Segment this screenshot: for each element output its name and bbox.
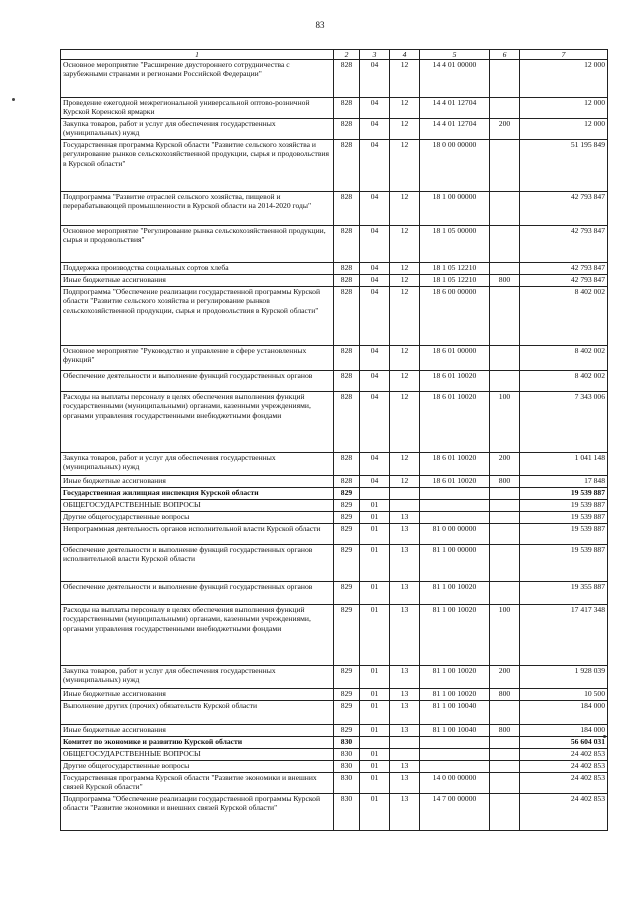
cell-ved: 828: [334, 453, 360, 476]
cell-target-article: 18 0 00 00000: [420, 140, 490, 192]
cell-expense-type: 200: [490, 666, 520, 689]
cell-expense-type: [490, 773, 520, 794]
cell-expense-type: [490, 737, 520, 749]
cell-target-article: [420, 737, 490, 749]
cell-target-article: 18 1 05 12210: [420, 263, 490, 275]
cell-subsection: 12: [390, 98, 420, 119]
cell-target-article: 81 1 00 10040: [420, 725, 490, 737]
cell-ved: 828: [334, 192, 360, 226]
cell-subsection: 13: [390, 689, 420, 701]
table-row: [61, 582, 608, 605]
cell-target-article: [420, 488, 490, 500]
cell-subsection: 12: [390, 119, 420, 140]
cell-expense-type: [490, 524, 520, 545]
cell-amount: 1 041 148: [520, 453, 608, 476]
cell-amount: 24 402 853: [520, 761, 608, 773]
cell-amount: 12 000: [520, 98, 608, 119]
cell-subsection: 12: [390, 392, 420, 453]
cell-expense-type: [490, 545, 520, 582]
cell-subsection: 13: [390, 512, 420, 524]
cell-amount: 8 402 002: [520, 371, 608, 392]
cell-name: ОБЩЕГОСУДАРСТВЕННЫЕ ВОПРОСЫ: [61, 500, 334, 512]
cell-section: 04: [360, 226, 390, 263]
cell-expense-type: [490, 140, 520, 192]
table-row: [61, 98, 608, 119]
cell-amount: 19 355 887: [520, 582, 608, 605]
cell-target-article: 14 0 00 00000: [420, 773, 490, 794]
cell-section: [360, 488, 390, 500]
cell-subsection: 13: [390, 545, 420, 582]
cell-amount: 42 793 847: [520, 226, 608, 263]
cell-subsection: 13: [390, 524, 420, 545]
cell-name: Подпрограмма "Обеспечение реализации государственной программы Курской области "Развитие сельского хозяйства и регулирование рынков сельскохозяйственной продукции, сырья и продовольствия в Курской области": [61, 287, 334, 346]
cell-name: Подпрограмма "Развитие отраслей сельского хозяйства, пищевой и перерабатывающей промышленности в Курской области на 2014-2020 годы": [61, 192, 334, 226]
cell-name: Другие общегосударственные вопросы: [61, 761, 334, 773]
cell-name: Выполнение других (прочих) обязательств Курской области: [61, 701, 334, 725]
cell-expense-type: [490, 500, 520, 512]
cell-subsection: 12: [390, 140, 420, 192]
cell-amount: 17 848: [520, 476, 608, 488]
cell-section: 04: [360, 453, 390, 476]
table-row: [61, 392, 608, 453]
cell-ved: 828: [334, 371, 360, 392]
cell-expense-type: [490, 287, 520, 346]
cell-section: 01: [360, 545, 390, 582]
cell-name: Обеспечение деятельности и выполнение функций государственных органов исполнительной власти Курской области: [61, 545, 334, 582]
cell-expense-type: 200: [490, 453, 520, 476]
table-row: [61, 524, 608, 545]
table-row: [61, 725, 608, 737]
cell-section: 01: [360, 689, 390, 701]
cell-amount: 17 417 348: [520, 605, 608, 666]
cell-ved: 829: [334, 545, 360, 582]
column-header: 6: [490, 50, 520, 60]
cell-subsection: 13: [390, 761, 420, 773]
cell-expense-type: [490, 60, 520, 98]
cell-subsection: [390, 737, 420, 749]
cell-name: Закупка товаров, работ и услуг для обеспечения государственных (муниципальных) нужд: [61, 119, 334, 140]
cell-name: Другие общегосударственные вопросы: [61, 512, 334, 524]
table-row: [61, 488, 608, 500]
table-row: [61, 346, 608, 371]
cell-subsection: 13: [390, 582, 420, 605]
page-number: 83: [315, 20, 325, 30]
cell-ved: 830: [334, 761, 360, 773]
cell-ved: 828: [334, 226, 360, 263]
cell-subsection: 12: [390, 346, 420, 371]
cell-subsection: 12: [390, 476, 420, 488]
cell-target-article: 18 1 05 12210: [420, 275, 490, 287]
table-row: [61, 773, 608, 794]
cell-target-article: [420, 500, 490, 512]
cell-subsection: [390, 500, 420, 512]
cell-amount: 19 539 887: [520, 488, 608, 500]
cell-name: Обеспечение деятельности и выполнение функций государственных органов: [61, 371, 334, 392]
cell-amount: 184 000: [520, 725, 608, 737]
cell-name: Поддержка производства социальных сортов хлеба: [61, 263, 334, 275]
cell-expense-type: [490, 749, 520, 761]
cell-ved: 828: [334, 263, 360, 275]
cell-subsection: 12: [390, 226, 420, 263]
cell-name: Закупка товаров, работ и услуг для обеспечения государственных (муниципальных) нужд: [61, 453, 334, 476]
cell-subsection: [390, 488, 420, 500]
cell-target-article: [420, 749, 490, 761]
cell-expense-type: [490, 794, 520, 831]
cell-section: 01: [360, 761, 390, 773]
cell-section: 01: [360, 500, 390, 512]
table-row: [61, 605, 608, 666]
cell-name: Расходы на выплаты персоналу в целях обеспечения выполнения функций государственными (муниципальными) органами, казенными учреждениями, органами управления государственными внебюджетными фондами: [61, 392, 334, 453]
cell-section: 01: [360, 725, 390, 737]
cell-name: Подпрограмма "Обеспечение реализации государственной программы Курской области "Развитие экономики и внешних связей Курской области": [61, 794, 334, 831]
cell-amount: 42 793 847: [520, 192, 608, 226]
cell-ved: 829: [334, 500, 360, 512]
cell-ved: 828: [334, 98, 360, 119]
table-row: [61, 737, 608, 749]
cell-ved: 828: [334, 346, 360, 371]
table-row: [61, 500, 608, 512]
cell-expense-type: 800: [490, 476, 520, 488]
table-row: [61, 512, 608, 524]
cell-target-article: 14 4 01 12704: [420, 119, 490, 140]
column-header: 7: [520, 50, 608, 60]
cell-name: Государственная программа Курской области "Развитие сельского хозяйства и регулирование рынков сельскохозяйственной продукции, сырья и продовольствия в Курской области": [61, 140, 334, 192]
cell-amount: 8 402 002: [520, 346, 608, 371]
cell-amount: 12 000: [520, 119, 608, 140]
cell-target-article: 18 1 00 00000: [420, 192, 490, 226]
cell-expense-type: 800: [490, 689, 520, 701]
cell-ved: 829: [334, 605, 360, 666]
cell-name: ОБЩЕГОСУДАРСТВЕННЫЕ ВОПРОСЫ: [61, 749, 334, 761]
cell-target-article: [420, 761, 490, 773]
cell-name: Иные бюджетные ассигнования: [61, 725, 334, 737]
cell-target-article: 18 6 01 00000: [420, 346, 490, 371]
cell-ved: 829: [334, 512, 360, 524]
cell-subsection: 12: [390, 60, 420, 98]
cell-target-article: 81 1 00 10020: [420, 605, 490, 666]
cell-name: Иные бюджетные ассигнования: [61, 476, 334, 488]
cell-subsection: 12: [390, 263, 420, 275]
cell-subsection: 12: [390, 287, 420, 346]
cell-name: Непрограммная деятельность органов исполнительной власти Курской области: [61, 524, 334, 545]
cell-ved: 830: [334, 794, 360, 831]
cell-target-article: 18 6 00 00000: [420, 287, 490, 346]
cell-section: 04: [360, 140, 390, 192]
cell-target-article: 18 6 01 10020: [420, 453, 490, 476]
cell-amount: 1 928 039: [520, 666, 608, 689]
table-row: [61, 689, 608, 701]
table-row: [61, 263, 608, 275]
table-row: [61, 761, 608, 773]
cell-subsection: 12: [390, 192, 420, 226]
cell-target-article: 81 1 00 10020: [420, 689, 490, 701]
cell-ved: 828: [334, 119, 360, 140]
table-row: [61, 545, 608, 582]
table-row: [61, 666, 608, 689]
table-row: [61, 275, 608, 287]
column-header: 4: [390, 50, 420, 60]
cell-ved: 829: [334, 488, 360, 500]
cell-expense-type: [490, 512, 520, 524]
cell-expense-type: [490, 701, 520, 725]
cell-name: Комитет по экономике и развитию Курской области: [61, 737, 334, 749]
cell-expense-type: [490, 582, 520, 605]
cell-expense-type: [490, 192, 520, 226]
cell-amount: 24 402 853: [520, 749, 608, 761]
cell-section: 01: [360, 794, 390, 831]
cell-ved: 829: [334, 582, 360, 605]
cell-ved: 828: [334, 275, 360, 287]
cell-section: 04: [360, 371, 390, 392]
cell-section: 01: [360, 582, 390, 605]
cell-target-article: 81 1 00 00000: [420, 545, 490, 582]
cell-section: [360, 737, 390, 749]
cell-target-article: [420, 512, 490, 524]
cell-target-article: 18 1 05 00000: [420, 226, 490, 263]
cell-target-article: 81 1 00 10020: [420, 666, 490, 689]
cell-amount: 51 195 849: [520, 140, 608, 192]
cell-subsection: 13: [390, 605, 420, 666]
cell-section: 04: [360, 346, 390, 371]
cell-subsection: 12: [390, 275, 420, 287]
cell-name: Иные бюджетные ассигнования: [61, 275, 334, 287]
column-header: 2: [334, 50, 360, 60]
table-body: [61, 60, 608, 831]
cell-amount: 19 539 887: [520, 545, 608, 582]
cell-name: Обеспечение деятельности и выполнение функций государственных органов: [61, 582, 334, 605]
cell-subsection: 12: [390, 371, 420, 392]
cell-target-article: 14 4 01 12704: [420, 98, 490, 119]
cell-name: Закупка товаров, работ и услуг для обеспечения государственных (муниципальных) нужд: [61, 666, 334, 689]
column-header: 1: [61, 50, 334, 60]
table-row: [61, 371, 608, 392]
cell-expense-type: 100: [490, 605, 520, 666]
table-row: [61, 226, 608, 263]
cell-expense-type: [490, 371, 520, 392]
budget-table: [60, 49, 608, 831]
cell-amount: 12 000: [520, 60, 608, 98]
cell-amount: 184 000: [520, 701, 608, 725]
cell-name: Государственная программа Курской области "Развитие экономики и внешних связей Курской области": [61, 773, 334, 794]
table-row: [61, 476, 608, 488]
cell-ved: 828: [334, 392, 360, 453]
column-header: 5: [420, 50, 490, 60]
table-row: [61, 192, 608, 226]
cell-ved: 829: [334, 689, 360, 701]
cell-ved: 828: [334, 476, 360, 488]
cell-subsection: 13: [390, 773, 420, 794]
cell-ved: 830: [334, 737, 360, 749]
cell-amount: 19 539 887: [520, 500, 608, 512]
cell-amount: 24 402 853: [520, 773, 608, 794]
cell-name: Расходы на выплаты персоналу в целях обеспечения выполнения функций государственными (муниципальными) органами, казенными учреждениями, органами управления государственными внебюджетными фондами: [61, 605, 334, 666]
cell-section: 04: [360, 275, 390, 287]
cell-target-article: 18 6 01 10020: [420, 392, 490, 453]
table-row: [61, 60, 608, 98]
cell-section: 01: [360, 512, 390, 524]
cell-ved: 828: [334, 287, 360, 346]
table-row: [61, 287, 608, 346]
cell-section: 01: [360, 701, 390, 725]
cell-expense-type: [490, 98, 520, 119]
cell-section: 04: [360, 119, 390, 140]
cell-ved: 829: [334, 666, 360, 689]
cell-name: Основное мероприятие "Руководство и управление в сфере установленных функций": [61, 346, 334, 371]
cell-section: 01: [360, 524, 390, 545]
cell-ved: 830: [334, 773, 360, 794]
scan-speck: [12, 98, 15, 101]
table-header-row: [61, 50, 608, 60]
cell-expense-type: [490, 761, 520, 773]
table-row: [61, 119, 608, 140]
cell-expense-type: 100: [490, 392, 520, 453]
cell-name: Основное мероприятие "Регулирование рынка сельскохозяйственной продукции, сырья и продовольствия": [61, 226, 334, 263]
cell-name: Проведение ежегодной межрегиональной универсальной оптово-розничной Курской Коренской ярмарки: [61, 98, 334, 119]
cell-section: 04: [360, 287, 390, 346]
cell-subsection: 13: [390, 666, 420, 689]
cell-amount: 56 604 031: [520, 737, 608, 749]
cell-expense-type: [490, 488, 520, 500]
cell-target-article: 81 1 00 10020: [420, 582, 490, 605]
cell-section: 01: [360, 773, 390, 794]
cell-amount: 24 402 853: [520, 794, 608, 831]
cell-subsection: 13: [390, 725, 420, 737]
cell-amount: 7 343 006: [520, 392, 608, 453]
cell-amount: 19 539 887: [520, 512, 608, 524]
cell-target-article: 81 0 00 00000: [420, 524, 490, 545]
cell-expense-type: 800: [490, 275, 520, 287]
cell-subsection: 13: [390, 701, 420, 725]
cell-expense-type: [490, 226, 520, 263]
cell-section: 01: [360, 749, 390, 761]
cell-section: 04: [360, 98, 390, 119]
cell-target-article: 14 4 01 00000: [420, 60, 490, 98]
cell-ved: 829: [334, 701, 360, 725]
table-row: [61, 749, 608, 761]
cell-target-article: 18 6 01 10020: [420, 476, 490, 488]
cell-amount: 10 500: [520, 689, 608, 701]
cell-subsection: 13: [390, 794, 420, 831]
cell-target-article: 14 7 00 00000: [420, 794, 490, 831]
cell-ved: 829: [334, 725, 360, 737]
cell-expense-type: 200: [490, 119, 520, 140]
cell-target-article: 81 1 00 10040: [420, 701, 490, 725]
cell-section: 01: [360, 666, 390, 689]
cell-section: 04: [360, 60, 390, 98]
cell-target-article: 18 6 01 10020: [420, 371, 490, 392]
cell-amount: 8 402 002: [520, 287, 608, 346]
cell-name: Основное мероприятие "Расширение двустороннего сотрудничества с зарубежными странами и регионами Российской Федерации": [61, 60, 334, 98]
cell-ved: 830: [334, 749, 360, 761]
cell-amount: 19 539 887: [520, 524, 608, 545]
table-row: [61, 794, 608, 831]
cell-expense-type: [490, 263, 520, 275]
cell-section: 04: [360, 392, 390, 453]
cell-name: Государственная жилищная инспекция Курской области: [61, 488, 334, 500]
cell-section: 04: [360, 192, 390, 226]
cell-amount: 42 793 847: [520, 263, 608, 275]
cell-name: Иные бюджетные ассигнования: [61, 689, 334, 701]
table-row: [61, 453, 608, 476]
table-row: [61, 701, 608, 725]
table-row: [61, 140, 608, 192]
column-header: 3: [360, 50, 390, 60]
cell-subsection: 12: [390, 453, 420, 476]
cell-ved: 828: [334, 60, 360, 98]
cell-ved: 828: [334, 140, 360, 192]
cell-expense-type: [490, 346, 520, 371]
cell-section: 01: [360, 605, 390, 666]
cell-section: 04: [360, 476, 390, 488]
cell-expense-type: 800: [490, 725, 520, 737]
cell-ved: 829: [334, 524, 360, 545]
cell-subsection: [390, 749, 420, 761]
cell-amount: 42 793 847: [520, 275, 608, 287]
cell-section: 04: [360, 263, 390, 275]
